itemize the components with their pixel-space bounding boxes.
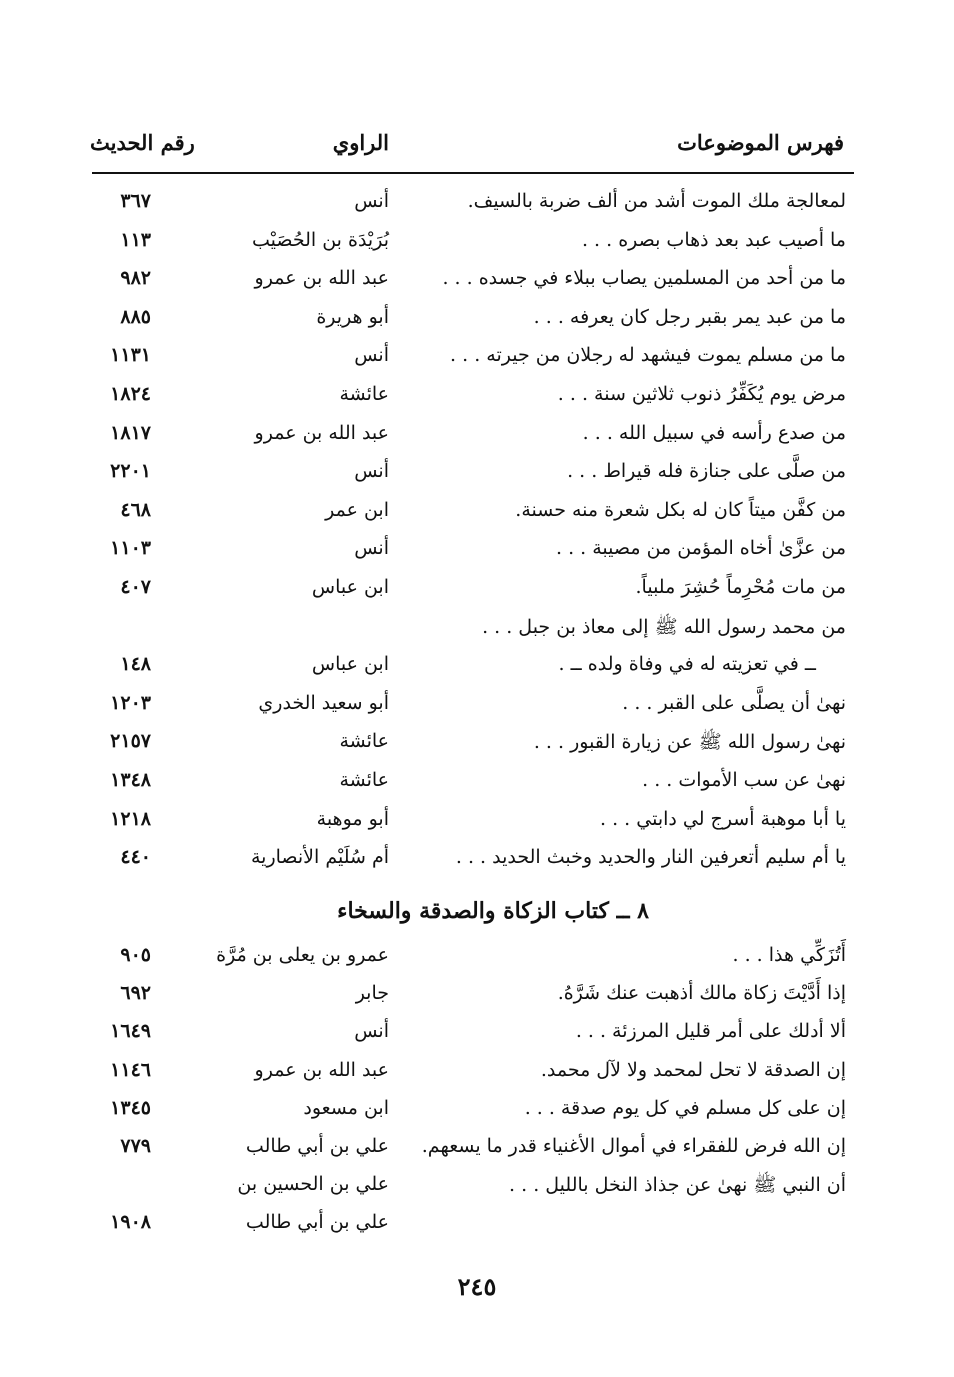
entry-narrator: بُرَيْدَة بن الحُصَيْب	[251, 228, 389, 251]
entry-topic: أن النبي ﷺ نهىٰ عن جذاذ النخل بالليل . . .	[509, 1174, 846, 1197]
entry-narrator: علي بن أبي طالب	[245, 1134, 389, 1157]
header-narrator: الراوي	[332, 130, 389, 155]
entry-topic: من مات مُحْرِماً حُشِرَ ملبياً.	[635, 575, 846, 598]
entry-narrator: ابن مسعود	[303, 1096, 389, 1119]
entry-narrator: ابن عمر	[325, 498, 389, 521]
entry-narrator: أبو سعيد الخدري	[258, 691, 389, 714]
entry-hadith-number: ١٨١٧	[110, 421, 151, 444]
entry-narrator: أبو موهبة	[316, 807, 389, 830]
list-item	[0, 723, 954, 762]
entry-narrator: أنس	[354, 537, 389, 560]
entry-narrator: عبد الله بن عمرو	[254, 421, 389, 444]
header-hadith-number: رقم الحديث	[90, 130, 195, 155]
list-item	[0, 260, 954, 299]
entry-hadith-number: ٢١٥٧	[110, 730, 151, 753]
entry-narrator: أنس	[354, 460, 389, 483]
entry-hadith-number: ٤٤٠	[120, 846, 151, 869]
entry-hadith-number: ١١٣	[120, 228, 151, 251]
entry-topic: إذا أَدَّيْتَ زكاة مالك أذهبت عنك شَرَّهُ.	[557, 982, 846, 1005]
entry-hadith-number: ١٢١٨	[110, 807, 151, 830]
entry-narrator: أبو هريرة	[316, 305, 389, 328]
list-item	[0, 937, 954, 975]
entry-topic: أَتُزَكِّي هذا . . .	[732, 944, 846, 966]
list-item	[0, 530, 954, 569]
entry-topic: ما أصيب عبد بعد ذهاب بصره . . .	[581, 228, 846, 251]
entry-hadith-number: ١٢٠٣	[110, 691, 151, 714]
entry-hadith-number: ١١٣١	[110, 344, 151, 367]
entry-topic: يا أبا موهبة أسرج لي دابتي . . .	[600, 807, 846, 830]
entry-topic: نهىٰ عن سب الأموات . . .	[642, 768, 846, 791]
header-divider	[92, 172, 854, 174]
list-item	[0, 975, 954, 1013]
list-item	[0, 801, 954, 840]
list-item	[0, 1013, 954, 1051]
entry-narrator: أنس	[354, 344, 389, 367]
entry-narrator: ابن عباس	[311, 653, 389, 676]
entry-topic: إن الصدقة لا تحل لمحمد ولا لآل محمد.	[540, 1058, 846, 1081]
entry-narrator: جابر	[355, 982, 389, 1005]
entry-hadith-number: ٣٦٧	[120, 190, 151, 212]
entry-topic: نهىٰ أن يصلَّى على القبر . . .	[622, 691, 846, 714]
entry-topic: ما من مسلم يموت فيشهد له رجلان من جيرته . . .	[450, 344, 846, 367]
list-item	[0, 646, 954, 685]
entry-topic: ما من عبد يمر بقبر رجل كان يعرفه . . .	[533, 305, 846, 328]
list-item	[0, 492, 954, 531]
header-topics: فهرس الموضوعات	[677, 130, 844, 155]
entry-hadith-number: ٢٢٠١	[110, 460, 151, 483]
entry-narrator: عائشة	[339, 768, 389, 791]
list-item	[0, 608, 954, 647]
entries-list-1	[0, 183, 954, 878]
list-item	[0, 569, 954, 608]
entry-topic: من صدع رأسه في سبيل الله . . .	[582, 421, 846, 444]
entry-narrator: علي بن الحسين بن	[237, 1173, 389, 1196]
list-item	[0, 183, 954, 222]
entry-hadith-number: ٩٨٢	[120, 267, 151, 290]
entry-topic: نهىٰ رسول الله ﷺ عن زيارة القبور . . .	[533, 731, 846, 754]
entry-hadith-number: ١٩٠٨	[110, 1211, 151, 1234]
entry-topic: ما من أحد من المسلمين يصاب ببلاء في جسده . . .	[442, 267, 846, 290]
list-item	[0, 1052, 954, 1090]
entry-narrator: علي بن أبي طالب	[245, 1211, 389, 1234]
entry-hadith-number: ١١٤٦	[110, 1058, 151, 1081]
entries-list-2	[0, 937, 954, 1243]
entry-topic: مرض يوم يُكَفِّرُ ذنوب ثلاثين سنة . . .	[557, 382, 846, 405]
list-item	[0, 762, 954, 801]
entry-narrator: أنس	[354, 1020, 389, 1043]
entry-topic: إن الله فرض للفقراء في أموال الأغنياء قدر ما يسعهم.	[421, 1134, 846, 1157]
table-header	[90, 124, 854, 164]
list-item	[0, 222, 954, 261]
entry-topic: لمعالجة ملك الموت أشد من ألف ضربة بالسيف.	[467, 190, 846, 212]
list-item	[0, 415, 954, 454]
entry-narrator: أنس	[354, 190, 389, 212]
entry-narrator: أم سُلَيْم الأنصارية	[250, 846, 389, 869]
entry-hadith-number: ٧٧٩	[120, 1134, 151, 1157]
entry-hadith-number: ١٣٤٥	[110, 1096, 151, 1119]
entry-topic: إن على كل مسلم في كل يوم صدقة . . .	[524, 1096, 846, 1119]
list-item	[0, 1166, 954, 1204]
entry-hadith-number: ١٨٢٤	[110, 382, 151, 405]
entry-hadith-number: ٩٠٥	[120, 944, 151, 966]
list-item	[0, 453, 954, 492]
entry-hadith-number: ٤٠٧	[120, 575, 151, 598]
list-item	[0, 299, 954, 338]
entry-narrator: عبد الله بن عمرو	[254, 267, 389, 290]
entry-narrator: ابن عباس	[311, 575, 389, 598]
entry-hadith-number: ٤٦٨	[120, 498, 151, 521]
list-item	[0, 685, 954, 724]
section-heading	[0, 896, 954, 932]
section-title: ٨ ــ كتاب الزكاة والصدقة والسخاء	[337, 898, 649, 924]
list-item	[0, 376, 954, 415]
entry-narrator: عائشة	[339, 730, 389, 753]
list-item	[0, 839, 954, 878]
entry-topic: يا أم سليم أتعرفين النار والحديد وخبث الحديد . . .	[455, 846, 846, 869]
list-item	[0, 1128, 954, 1166]
entry-narrator: عائشة	[339, 382, 389, 405]
entry-hadith-number: ١٦٤٩	[110, 1020, 151, 1043]
list-item	[0, 1090, 954, 1128]
entry-hadith-number: ١٣٤٨	[110, 768, 151, 791]
page-number: ٢٤٥	[457, 1272, 497, 1301]
entry-hadith-number: ٦٩٢	[120, 982, 151, 1005]
entry-topic: من محمد رسول الله ﷺ إلى معاذ بن جبل . . .	[482, 615, 846, 638]
entry-hadith-number: ٨٨٥	[120, 305, 151, 328]
entry-hadith-number: ١١٠٣	[110, 537, 151, 560]
list-item	[0, 337, 954, 376]
entry-narrator: عبد الله بن عمرو	[254, 1058, 389, 1081]
entry-topic: ــ في تعزيته له في وفاة ولده ــ .	[558, 653, 816, 676]
entry-topic: من عزَّىٰ أخاه المؤمن من مصيبة . . .	[556, 537, 846, 560]
entry-narrator: عمرو بن يعلى بن مُرَّة	[216, 944, 389, 966]
entry-topic: من صلَّى على جنازة فله قيراط . . .	[567, 460, 846, 483]
entry-topic: من كفَّن ميتاً كان له بكل شعرة منه حسنة.	[515, 498, 846, 521]
list-item	[0, 1204, 954, 1242]
entry-topic: ألا أدلك على أمر قليل المرزئة . . .	[575, 1020, 846, 1043]
entry-hadith-number: ١٤٨	[120, 653, 151, 676]
